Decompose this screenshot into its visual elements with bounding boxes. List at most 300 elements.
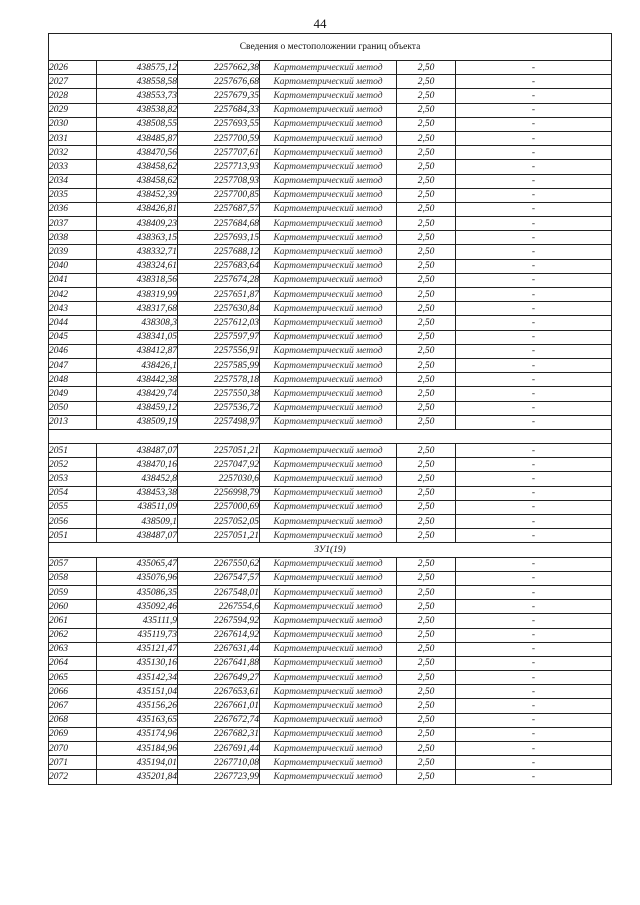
table-row [49, 486, 612, 500]
table-row [49, 160, 612, 174]
table-row [49, 756, 612, 770]
point-number: 2054 [49, 486, 97, 500]
accuracy: 2,50 [397, 273, 456, 287]
accuracy: 2,50 [397, 571, 456, 585]
accuracy: 2,50 [397, 727, 456, 741]
accuracy: 2,50 [397, 671, 456, 685]
page-number: 44 [313, 16, 327, 31]
method: Картометрический метод [260, 174, 397, 188]
table-row [49, 699, 612, 713]
coord-x: 438509,19 [97, 415, 178, 429]
coord-y: 2267547,57 [178, 571, 260, 585]
method: Картометрический метод [260, 373, 397, 387]
description: - [456, 472, 612, 486]
method: Картометрический метод [260, 103, 397, 117]
point-number: 2061 [49, 614, 97, 628]
point-number: 2057 [49, 557, 97, 571]
coord-x: 435086,35 [97, 585, 178, 599]
description: - [456, 245, 612, 259]
point-number: 2066 [49, 685, 97, 699]
method: Картометрический метод [260, 146, 397, 160]
table-row [49, 202, 612, 216]
method: Картометрический метод [260, 727, 397, 741]
point-number: 2013 [49, 415, 97, 429]
description: - [456, 742, 612, 756]
table-row [49, 75, 612, 89]
table-row [49, 671, 612, 685]
coord-x: 435130,16 [97, 656, 178, 670]
table-row [49, 89, 612, 103]
coord-x: 438317,68 [97, 302, 178, 316]
point-number: 2065 [49, 671, 97, 685]
description: - [456, 600, 612, 614]
description: - [456, 642, 612, 656]
method: Картометрический метод [260, 387, 397, 401]
coord-x: 435111,9 [97, 614, 178, 628]
table-row [49, 727, 612, 741]
description: - [456, 273, 612, 287]
table-row [49, 358, 612, 372]
coord-y: 2267691,44 [178, 742, 260, 756]
accuracy: 2,50 [397, 288, 456, 302]
method: Картометрический метод [260, 557, 397, 571]
coord-x: 438511,09 [97, 500, 178, 514]
table-row [49, 614, 612, 628]
coord-x: 435142,34 [97, 671, 178, 685]
description: - [456, 89, 612, 103]
section-separator-row [49, 543, 612, 557]
point-number: 2069 [49, 727, 97, 741]
coord-x: 435151,04 [97, 685, 178, 699]
blank-separator [49, 429, 612, 443]
description: - [456, 500, 612, 514]
description: - [456, 614, 612, 628]
accuracy: 2,50 [397, 330, 456, 344]
accuracy: 2,50 [397, 458, 456, 472]
description: - [456, 202, 612, 216]
coord-x: 435174,96 [97, 727, 178, 741]
coord-y: 2267661,01 [178, 699, 260, 713]
coord-x: 438426,81 [97, 202, 178, 216]
method: Картометрический метод [260, 415, 397, 429]
method: Картометрический метод [260, 288, 397, 302]
coord-x: 438412,87 [97, 344, 178, 358]
coord-x: 438487,07 [97, 529, 178, 543]
coord-x: 438459,12 [97, 401, 178, 415]
coord-y: 2257597,97 [178, 330, 260, 344]
description: - [456, 217, 612, 231]
table-row [49, 231, 612, 245]
coord-x: 438538,82 [97, 103, 178, 117]
coord-y: 2267682,31 [178, 727, 260, 741]
coord-y: 2257051,21 [178, 529, 260, 543]
coord-y: 2257047,92 [178, 458, 260, 472]
point-number: 2049 [49, 387, 97, 401]
table-row [49, 103, 612, 117]
point-number: 2039 [49, 245, 97, 259]
table-row [49, 61, 612, 75]
coord-y: 2257536,72 [178, 401, 260, 415]
coord-y: 2257700,85 [178, 188, 260, 202]
description: - [456, 628, 612, 642]
method: Картометрический метод [260, 202, 397, 216]
method: Картометрический метод [260, 217, 397, 231]
accuracy: 2,50 [397, 770, 456, 784]
coord-x: 438453,38 [97, 486, 178, 500]
method: Картометрический метод [260, 344, 397, 358]
point-number: 2036 [49, 202, 97, 216]
description: - [456, 557, 612, 571]
point-number: 2048 [49, 373, 97, 387]
point-number: 2045 [49, 330, 97, 344]
coord-x: 438319,99 [97, 288, 178, 302]
table-row [49, 302, 612, 316]
accuracy: 2,50 [397, 373, 456, 387]
table-row [49, 458, 612, 472]
point-number: 2062 [49, 628, 97, 642]
method: Картометрический метод [260, 472, 397, 486]
method: Картометрический метод [260, 316, 397, 330]
coord-y: 2257700,59 [178, 131, 260, 145]
table-row [49, 656, 612, 670]
accuracy: 2,50 [397, 401, 456, 415]
accuracy: 2,50 [397, 472, 456, 486]
point-number: 2038 [49, 231, 97, 245]
accuracy: 2,50 [397, 387, 456, 401]
accuracy: 2,50 [397, 756, 456, 770]
point-number: 2053 [49, 472, 97, 486]
coord-x: 435156,26 [97, 699, 178, 713]
point-number: 2033 [49, 160, 97, 174]
table-row [49, 401, 612, 415]
accuracy: 2,50 [397, 656, 456, 670]
method: Картометрический метод [260, 571, 397, 585]
coord-x: 435119,73 [97, 628, 178, 642]
coord-y: 2257708,93 [178, 174, 260, 188]
coord-y: 2257679,35 [178, 89, 260, 103]
accuracy: 2,50 [397, 614, 456, 628]
method: Картометрический метод [260, 685, 397, 699]
accuracy: 2,50 [397, 415, 456, 429]
coord-x: 438508,55 [97, 117, 178, 131]
description: - [456, 61, 612, 75]
point-number: 2056 [49, 515, 97, 529]
method: Картометрический метод [260, 89, 397, 103]
point-number: 2072 [49, 770, 97, 784]
coord-y: 2257688,12 [178, 245, 260, 259]
coord-x: 438452,39 [97, 188, 178, 202]
accuracy: 2,50 [397, 89, 456, 103]
coord-y: 2267649,27 [178, 671, 260, 685]
coord-y: 2257051,21 [178, 444, 260, 458]
description: - [456, 358, 612, 372]
table-row [49, 713, 612, 727]
coord-y: 2267554,6 [178, 600, 260, 614]
accuracy: 2,50 [397, 486, 456, 500]
point-number: 2028 [49, 89, 97, 103]
method: Картометрический метод [260, 458, 397, 472]
coord-x: 438458,62 [97, 160, 178, 174]
coord-y: 2267614,92 [178, 628, 260, 642]
section-separator-row [49, 429, 612, 443]
coord-y: 2257585,99 [178, 358, 260, 372]
coord-y: 2256998,79 [178, 486, 260, 500]
coord-y: 2257684,33 [178, 103, 260, 117]
description: - [456, 685, 612, 699]
method: Картометрический метод [260, 585, 397, 599]
table-row [49, 245, 612, 259]
table-row [49, 273, 612, 287]
coord-y: 2257498,97 [178, 415, 260, 429]
description: - [456, 713, 612, 727]
point-number: 2030 [49, 117, 97, 131]
description: - [456, 259, 612, 273]
method: Картометрический метод [260, 500, 397, 514]
description: - [456, 103, 612, 117]
coord-x: 438509,1 [97, 515, 178, 529]
coord-x: 438318,56 [97, 273, 178, 287]
coord-y: 2257707,61 [178, 146, 260, 160]
point-number: 2031 [49, 131, 97, 145]
coord-x: 438470,56 [97, 146, 178, 160]
coord-x: 438458,62 [97, 174, 178, 188]
method: Картометрический метод [260, 656, 397, 670]
coord-y: 2257556,91 [178, 344, 260, 358]
description: - [456, 302, 612, 316]
coord-x: 435201,84 [97, 770, 178, 784]
method: Картометрический метод [260, 756, 397, 770]
coord-y: 2257630,84 [178, 302, 260, 316]
accuracy: 2,50 [397, 344, 456, 358]
method: Картометрический метод [260, 160, 397, 174]
description: - [456, 316, 612, 330]
description: - [456, 671, 612, 685]
description: - [456, 756, 612, 770]
table-row [49, 415, 612, 429]
coord-x: 435194,01 [97, 756, 178, 770]
coord-y: 2267548,01 [178, 585, 260, 599]
table-row [49, 529, 612, 543]
point-number: 2026 [49, 61, 97, 75]
accuracy: 2,50 [397, 117, 456, 131]
table-row [49, 571, 612, 585]
description: - [456, 330, 612, 344]
description: - [456, 75, 612, 89]
coord-x: 438452,8 [97, 472, 178, 486]
table-row [49, 685, 612, 699]
accuracy: 2,50 [397, 713, 456, 727]
point-number: 2050 [49, 401, 97, 415]
accuracy: 2,50 [397, 529, 456, 543]
accuracy: 2,50 [397, 358, 456, 372]
description: - [456, 160, 612, 174]
section-label: ЗУ1(19) [49, 543, 612, 557]
coord-y: 2267594,92 [178, 614, 260, 628]
coord-x: 438575,12 [97, 61, 178, 75]
coord-y: 2257683,64 [178, 259, 260, 273]
method: Картометрический метод [260, 444, 397, 458]
point-number: 2059 [49, 585, 97, 599]
point-number: 2044 [49, 316, 97, 330]
description: - [456, 415, 612, 429]
table-row [49, 316, 612, 330]
accuracy: 2,50 [397, 231, 456, 245]
method: Картометрический метод [260, 671, 397, 685]
point-number: 2068 [49, 713, 97, 727]
accuracy: 2,50 [397, 316, 456, 330]
point-number: 2055 [49, 500, 97, 514]
method: Картометрический метод [260, 117, 397, 131]
table-row [49, 500, 612, 514]
table-row [49, 131, 612, 145]
point-number: 2058 [49, 571, 97, 585]
point-number: 2040 [49, 259, 97, 273]
coord-x: 438470,16 [97, 458, 178, 472]
accuracy: 2,50 [397, 174, 456, 188]
coord-x: 438429,74 [97, 387, 178, 401]
method: Картометрический метод [260, 642, 397, 656]
description: - [456, 401, 612, 415]
method: Картометрический метод [260, 614, 397, 628]
table-row [49, 259, 612, 273]
coord-x: 438363,15 [97, 231, 178, 245]
accuracy: 2,50 [397, 557, 456, 571]
accuracy: 2,50 [397, 642, 456, 656]
point-number: 2060 [49, 600, 97, 614]
table-row [49, 288, 612, 302]
table-row [49, 217, 612, 231]
description: - [456, 288, 612, 302]
coord-x: 438487,07 [97, 444, 178, 458]
coord-y: 2257612,03 [178, 316, 260, 330]
coord-y: 2267672,74 [178, 713, 260, 727]
method: Картометрический метод [260, 713, 397, 727]
description: - [456, 656, 612, 670]
table-row [49, 117, 612, 131]
description: - [456, 146, 612, 160]
coord-y: 2257578,18 [178, 373, 260, 387]
coord-y: 2267653,61 [178, 685, 260, 699]
coord-x: 435092,46 [97, 600, 178, 614]
point-number: 2070 [49, 742, 97, 756]
method: Картометрический метод [260, 259, 397, 273]
description: - [456, 131, 612, 145]
coord-y: 2257052,05 [178, 515, 260, 529]
coord-y: 2267641,88 [178, 656, 260, 670]
accuracy: 2,50 [397, 444, 456, 458]
table-row [49, 742, 612, 756]
table-row [49, 330, 612, 344]
method: Картометрический метод [260, 628, 397, 642]
description: - [456, 585, 612, 599]
accuracy: 2,50 [397, 160, 456, 174]
table-row [49, 344, 612, 358]
accuracy: 2,50 [397, 103, 456, 117]
table-row [49, 628, 612, 642]
boundary-coordinates-table [48, 33, 612, 785]
coord-x: 435076,96 [97, 571, 178, 585]
point-number: 2042 [49, 288, 97, 302]
description: - [456, 387, 612, 401]
description: - [456, 571, 612, 585]
point-number: 2037 [49, 217, 97, 231]
accuracy: 2,50 [397, 600, 456, 614]
table-row [49, 373, 612, 387]
coord-y: 2267550,62 [178, 557, 260, 571]
accuracy: 2,50 [397, 217, 456, 231]
table-title: Сведения о местоположении границ объекта [49, 34, 612, 61]
accuracy: 2,50 [397, 699, 456, 713]
table-row [49, 642, 612, 656]
accuracy: 2,50 [397, 259, 456, 273]
method: Картометрический метод [260, 131, 397, 145]
description: - [456, 515, 612, 529]
coord-x: 438308,3 [97, 316, 178, 330]
description: - [456, 117, 612, 131]
coord-y: 2257030,6 [178, 472, 260, 486]
method: Картометрический метод [260, 358, 397, 372]
method: Картометрический метод [260, 61, 397, 75]
method: Картометрический метод [260, 699, 397, 713]
description: - [456, 699, 612, 713]
coord-y: 2257662,38 [178, 61, 260, 75]
accuracy: 2,50 [397, 131, 456, 145]
method: Картометрический метод [260, 529, 397, 543]
method: Картометрический метод [260, 188, 397, 202]
coord-y: 2257651,87 [178, 288, 260, 302]
point-number: 2071 [49, 756, 97, 770]
coord-x: 438332,71 [97, 245, 178, 259]
table-row [49, 146, 612, 160]
coord-x: 438426,1 [97, 358, 178, 372]
method: Картометрический метод [260, 486, 397, 500]
point-number: 2029 [49, 103, 97, 117]
accuracy: 2,50 [397, 202, 456, 216]
method: Картометрический метод [260, 770, 397, 784]
point-number: 2051 [49, 529, 97, 543]
description: - [456, 458, 612, 472]
coord-y: 2257693,15 [178, 231, 260, 245]
point-number: 2047 [49, 358, 97, 372]
table-row [49, 472, 612, 486]
point-number: 2035 [49, 188, 97, 202]
accuracy: 2,50 [397, 146, 456, 160]
coord-y: 2257684,68 [178, 217, 260, 231]
accuracy: 2,50 [397, 188, 456, 202]
table-title-row [49, 34, 612, 61]
point-number: 2067 [49, 699, 97, 713]
description: - [456, 188, 612, 202]
point-number: 2063 [49, 642, 97, 656]
coord-y: 2267710,08 [178, 756, 260, 770]
coord-x: 438341,05 [97, 330, 178, 344]
point-number: 2027 [49, 75, 97, 89]
table-row [49, 188, 612, 202]
method: Картометрический метод [260, 302, 397, 316]
coord-x: 435121,47 [97, 642, 178, 656]
method: Картометрический метод [260, 401, 397, 415]
method: Картометрический метод [260, 600, 397, 614]
coord-y: 2257693,55 [178, 117, 260, 131]
coord-y: 2267723,99 [178, 770, 260, 784]
coord-x: 435184,96 [97, 742, 178, 756]
method: Картометрический метод [260, 245, 397, 259]
method: Картометрический метод [260, 515, 397, 529]
table-row [49, 770, 612, 784]
description: - [456, 529, 612, 543]
table-row [49, 174, 612, 188]
coord-y: 2257687,57 [178, 202, 260, 216]
